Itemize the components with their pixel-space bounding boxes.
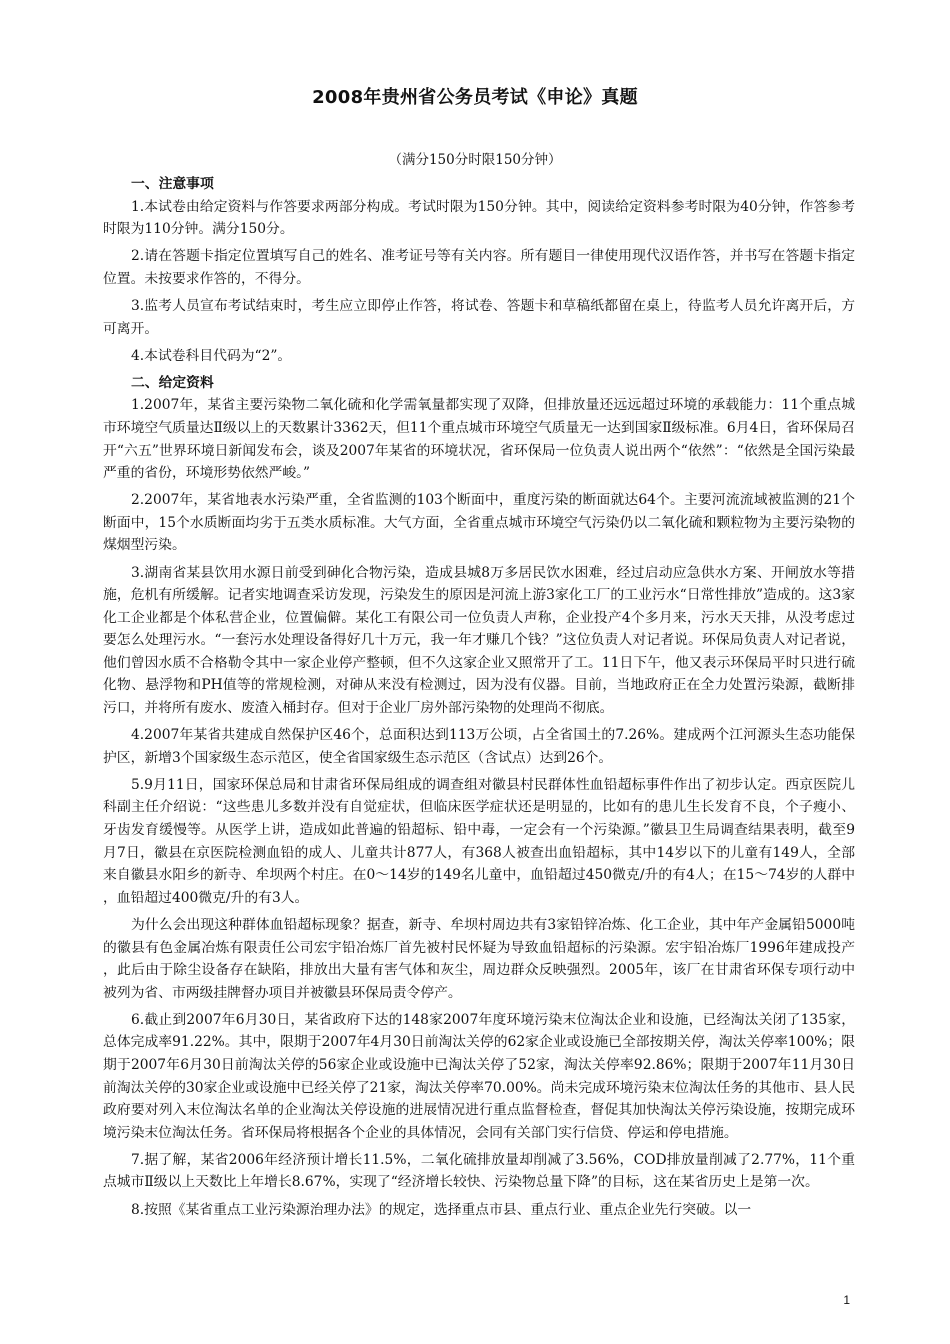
section-materials: [103, 372, 855, 1221]
notes-paragraph-3: 3.监考人员宣布考试结束时，考生应立即停止作答，将试卷、答题卡和草稿纸都留在桌上，待监考人员允许离开后，方可离开。: [103, 297, 855, 337]
material-paragraph-4: 4.2007年某省共建成自然保护区46个，总面积达到113万公顷，占全省国土的7.26%。建成两个江河源头生态功能保护区，新增3个国家级生态示范区，使全省国家级生态示范区（含试点）达到26个。: [103, 727, 855, 766]
document-body: [103, 173, 855, 1226]
document-subtitle: （满分150分时限150分钟）: [388, 152, 562, 168]
document-title: 2008年贵州省公务员考试《申论》真题: [312, 87, 638, 108]
material-paragraph-7: 7.据了解，某省2006年经济预计增长11.5%，二氧化硫排放量却削减了3.56%，COD排放量削减了2.77%，11个重点城市Ⅱ级以上天数比上年增长8.67%，实现了“经济增长较快、污染物总量下降”的目标，这在某省历史上是第一次。: [103, 1151, 855, 1191]
section-heading-materials: 二、给定资料: [131, 374, 214, 391]
section-notes: [103, 173, 855, 367]
section-heading-notes: 一、注意事项: [131, 176, 214, 192]
material-paragraph-5-continued: 为什么会出现这种群体血铅超标现象？据查，新寺、牟坝村周边共有3家铅锌冶炼、化工企业，其中年产金属铅5000吨的徽县有色金属冶炼有限责任公司宏宇铅冶炼厂首先被村民怀疑为导致血铅超标的污染源。宏宇铅冶炼厂1996年建成投产，此后由于除尘设备存在缺陷，排放出大量有害气体和灰尘，周边群众反映强烈。2005年，该厂在甘肃省环保专项行动中被列为省、市两级挂牌督办项目并被徽县环保局责令停产。: [103, 916, 855, 1001]
material-paragraph-3: 3.湖南省某县饮用水源日前受到砷化合物污染，造成县城8万多居民饮水困难，经过启动应急供水方案、开闸放水等措施，危机有所缓解。记者实地调查采访发现，污染发生的原因是河流上游3家化工厂的工业污水“日常性排放”造成的。这3家化工企业都是个体私营企业，位置偏僻。某化工有限公司一位负责人声称，企业投产4个多月来，污水天天排，从没考虑过要怎么处理污水。“一套污水处理设备得好几十万元，我一年才赚几个钱？”这位负责人对记者说。环保局负责人对记者说，他们曾因水质不合格勒令其中一家企业停产整顿，但不久这家企业又照常开了工。11日下午，他又表示环保局平时只进行硫化物、悬浮物和PH值等的常规检测，对砷从来没有检测过，因为没有仪器。目前，当地政府正在全力处置污染源，截断排污口，并将所有废水、废渣入桶封存。但对于企业厂房外部污染物的处理尚不彻底。: [103, 564, 855, 717]
material-paragraph-5: 5.9月11日，国家环保总局和甘肃省环保局组成的调查组对徽县村民群体性血铅超标事件作出了初步认定。西京医院儿科副主任介绍说：“这些患儿多数并没有自觉症状，但临床医学症状还是明显的，比如有的患儿生长发育不良，个子瘦小、牙齿发育缓慢等。从医学上讲，造成如此普遍的铅超标、铅中毒，一定会有一个污染源。”徽县卫生局调查结果表明，截至9月7日，徽县在京医院检测血铅的成人、儿童共计877人，有368人被查出血铅超标，其中14岁以下的儿童有149人，全部来自徽县水阳乡的新寺、牟坝两个村庄。在0～14岁的149名儿童中，血铅超过450微克/升的有4人；在15～74岁的人群中，血铅超过400微克/升的有3人。: [103, 776, 855, 906]
material-paragraph-2: 2.2007年，某省地表水污染严重，全省监测的103个断面中，重度污染的断面就达64个。主要河流流域被监测的21个断面中，15个水质断面均劣于五类水质标准。大气方面，全省重点城市环境空气污染仍以二氧化硫和颗粒物为主要污染物的煤烟型污染。: [103, 492, 855, 554]
notes-paragraph-4: 4.本试卷科目代码为“2”。: [131, 347, 292, 364]
notes-paragraph-1: 1.本试卷由给定资料与作答要求两部分构成。考试时限为150分钟。其中，阅读给定资料参考时限为40分钟，作答参考时限为110分钟。满分150分。: [103, 198, 855, 238]
material-paragraph-6: 6.截止到2007年6月30日，某省政府下达的148家2007年度环境污染末位淘汰企业和设施，已经淘汰关闭了135家，总体完成率91.22%。其中，限期于2007年4月30日前淘汰关停的62家企业或设施已全部按期关停，淘汰关停率100%；限期于2007年6月30日前淘汰关停的56家企业或设施中已淘汰关停了52家，淘汰关停率92.86%；限期于2007年11月30日前淘汰关停的30家企业或设施中已经关停了21家，淘汰关停率70.00%。尚未完成环境污染末位淘汰任务的其他市、县人民政府要对列入末位淘汰名单的企业淘汰关停设施的进展情况进行重点监督检查，督促其加快淘汰关停污染设施，按期完成环境污染末位淘汰任务。省环保局将根据各个企业的具体情况，会同有关部门实行信贷、停运和停电措施。: [103, 1011, 855, 1141]
notes-paragraph-2: 2.请在答题卡指定位置填写自己的姓名、准考证号等有关内容。所有题目一律使用现代汉语作答，并书写在答题卡指定位置。未按要求作答的，不得分。: [103, 248, 855, 287]
material-paragraph-8: 8.按照《某省重点工业污染源治理办法》的规定，选择重点市县、重点行业、重点企业先行突破。以一: [131, 1201, 752, 1218]
material-paragraph-1: 1.2007年，某省主要污染物二氧化硫和化学需氧量都实现了双降，但排放量还远远超过环境的承载能力：11个重点城市环境空气质量达Ⅱ级以上的天数累计3362天，但11个重点城市环境空气质量无一达到国家Ⅱ级标准。6月4日，省环保局召开“六五”世界环境日新闻发布会，谈及2007年某省的环境状况，省环保局一位负责人说出两个“依然”：“依然是全国污染最严重的省份，环境形势依然严峻。”: [103, 397, 855, 482]
page-number: 1: [843, 1293, 850, 1307]
